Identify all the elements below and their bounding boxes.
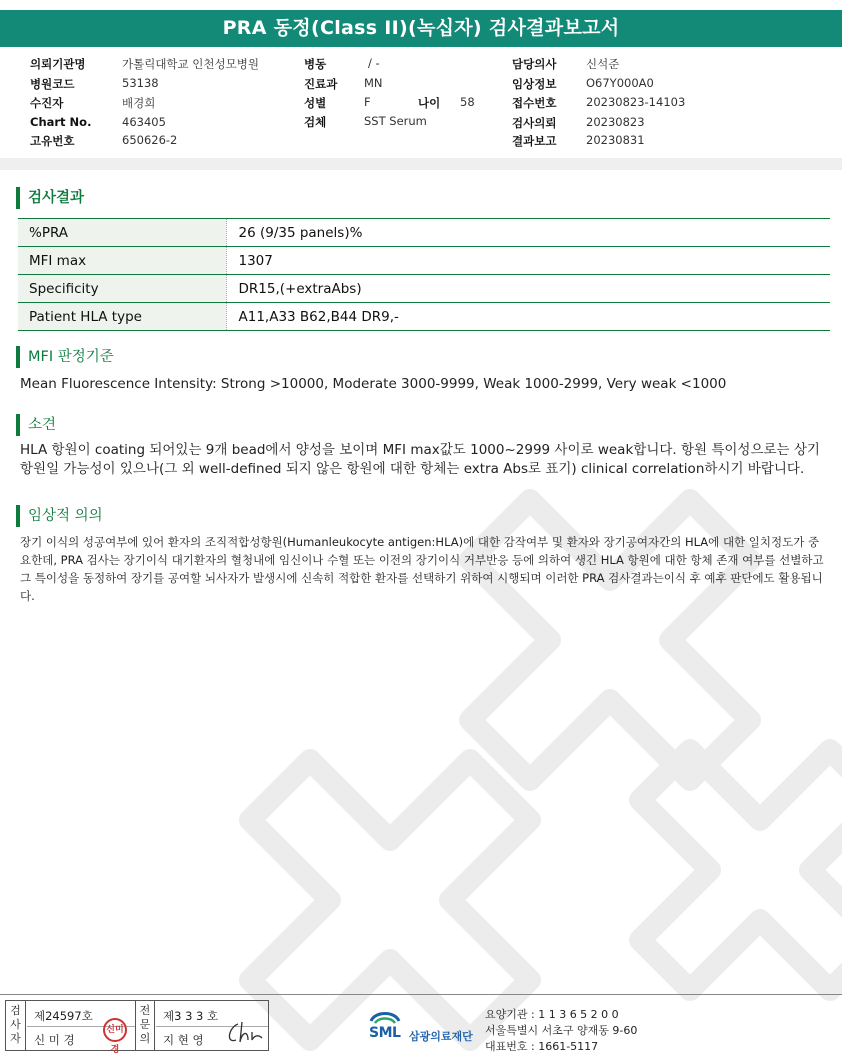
section-title-mfi-criteria: MFI 판정기준 bbox=[16, 346, 114, 368]
value-ward: / - bbox=[368, 56, 380, 70]
value-test-request: 20230823 bbox=[586, 115, 645, 129]
label-unique-id: 고유번호 bbox=[30, 134, 75, 148]
label-patient: 수진자 bbox=[30, 96, 64, 110]
sml-logo-mark: SML bbox=[369, 1025, 401, 1041]
table-row bbox=[18, 219, 830, 247]
label-test-request: 검사의뢰 bbox=[512, 116, 557, 130]
section-title-opinion: 소견 bbox=[16, 414, 56, 436]
section-title-results: 검사결과 bbox=[16, 187, 84, 209]
label-result-report: 결과보고 bbox=[512, 134, 557, 148]
label-clinical-info: 임상정보 bbox=[512, 77, 557, 91]
value-hospital-code: 53138 bbox=[122, 76, 159, 90]
result-key: MFI max bbox=[18, 247, 226, 275]
result-value: 26 (9/35 panels)% bbox=[226, 219, 830, 247]
examiner-label-vertical: 검 사 자 bbox=[6, 1001, 26, 1050]
value-result-report: 20230831 bbox=[586, 133, 645, 147]
report-title: PRA 동정(Class II)(녹십자) 검사결과보고서 bbox=[0, 10, 842, 47]
patient-info bbox=[30, 56, 830, 156]
examiner-seal-stamp: 신미경 bbox=[103, 1018, 127, 1042]
value-receipt-no: 20230823-14103 bbox=[586, 95, 686, 109]
label-chart-no: Chart No. bbox=[30, 115, 92, 129]
value-sex: F bbox=[364, 95, 371, 109]
sml-logo-name: 삼광의료재단 bbox=[409, 1030, 473, 1043]
label-requesting-institution: 의뢰기관명 bbox=[30, 57, 86, 71]
section-title-clinical: 임상적 의의 bbox=[16, 505, 103, 527]
header-separator bbox=[0, 158, 842, 170]
value-age: 58 bbox=[460, 95, 475, 109]
table-row bbox=[18, 247, 830, 275]
results-table bbox=[18, 218, 830, 331]
sml-logo bbox=[365, 1007, 485, 1047]
result-key: %PRA bbox=[18, 219, 226, 247]
result-value: DR15,(+extraAbs) bbox=[226, 275, 830, 303]
label-age: 나이 bbox=[418, 96, 441, 110]
institution-info bbox=[485, 1007, 637, 1055]
value-unique-id: 650626-2 bbox=[122, 133, 178, 147]
label-department: 진료과 bbox=[304, 77, 338, 91]
value-physician: 신석준 bbox=[586, 57, 620, 71]
specialist-name: 지 현 영 bbox=[163, 1033, 204, 1047]
value-clinical-info: O67Y000A0 bbox=[586, 76, 654, 90]
institution-phone: 대표번호 : 1661-5117 bbox=[485, 1040, 599, 1053]
result-key: Patient HLA type bbox=[18, 303, 226, 331]
value-chart-no: 463405 bbox=[122, 115, 166, 129]
label-specimen: 검체 bbox=[304, 115, 327, 129]
label-receipt-no: 접수번호 bbox=[512, 96, 557, 110]
mfi-criteria-text: Mean Fluorescence Intensity: Strong >10000, Moderate 3000-9999, Weak 1000-2999, Very weak <1000 bbox=[20, 376, 727, 392]
examiner-name: 신 미 경 bbox=[34, 1033, 75, 1047]
value-patient: 배경희 bbox=[122, 96, 156, 110]
examiner-license: 제24597호 bbox=[34, 1009, 93, 1023]
table-row bbox=[18, 275, 830, 303]
result-key: Specificity bbox=[18, 275, 226, 303]
table-row bbox=[18, 303, 830, 331]
footer bbox=[0, 994, 842, 1063]
value-department: MN bbox=[364, 76, 383, 90]
result-value: A11,A33 B62,B44 DR9,- bbox=[226, 303, 830, 331]
specialist-license: 제3 3 3 호 bbox=[163, 1009, 219, 1023]
label-physician: 담당의사 bbox=[512, 57, 557, 71]
institution-address: 서울특별시 서초구 양재동 9-60 bbox=[485, 1024, 638, 1037]
label-ward: 병동 bbox=[304, 57, 327, 71]
label-hospital-code: 병원코드 bbox=[30, 77, 75, 91]
signature-box bbox=[5, 1000, 269, 1055]
specialist-label-vertical: 전 문 의 bbox=[135, 1001, 155, 1050]
value-requesting-institution: 가톨릭대학교 인천성모병원 bbox=[122, 57, 259, 71]
specialist-signature-icon bbox=[224, 1018, 264, 1048]
result-value: 1307 bbox=[226, 247, 830, 275]
value-specimen: SST Serum bbox=[364, 114, 427, 128]
opinion-text: HLA 항원이 coating 되어있는 9개 bead에서 양성을 보이며 MFI max값도 1000~2999 사이로 weak합니다. 항원 특이성으로는 상기 항원일 가능성이 있으나(그 외 well-defined 되지 않은 항원에 대한 항체는 extra Abs로 표기) clinical correlation하시기 바랍니다. bbox=[20, 442, 820, 477]
clinical-text: 장기 이식의 성공여부에 있어 환자의 조직적합성항원(Humanleukocyte antigen:HLA)에 대한 감작여부 및 환자와 장기공여자간의 HLA에 대한 일치정도가 중요한데, PRA 검사는 장기이식 대기환자의 혈청내에 임신이나 수혈 또는 이전의 장기이식 거부반응 등에 의하여 생긴 HLA 항원에 대한 항체 존재 여부를 선별하고 그 특이성을 동정하여 장기를 공여할 뇌사자가 발생시에 신속히 적합한 환자를 선택하기 위하여 시행되며 이러한 PRA 검사결과는이식 후 예후 판단에도 활용됩니다. bbox=[20, 535, 824, 603]
institution-code: 요양기관 : 1 1 3 6 5 2 0 0 bbox=[485, 1008, 619, 1021]
label-sex: 성별 bbox=[304, 96, 327, 110]
